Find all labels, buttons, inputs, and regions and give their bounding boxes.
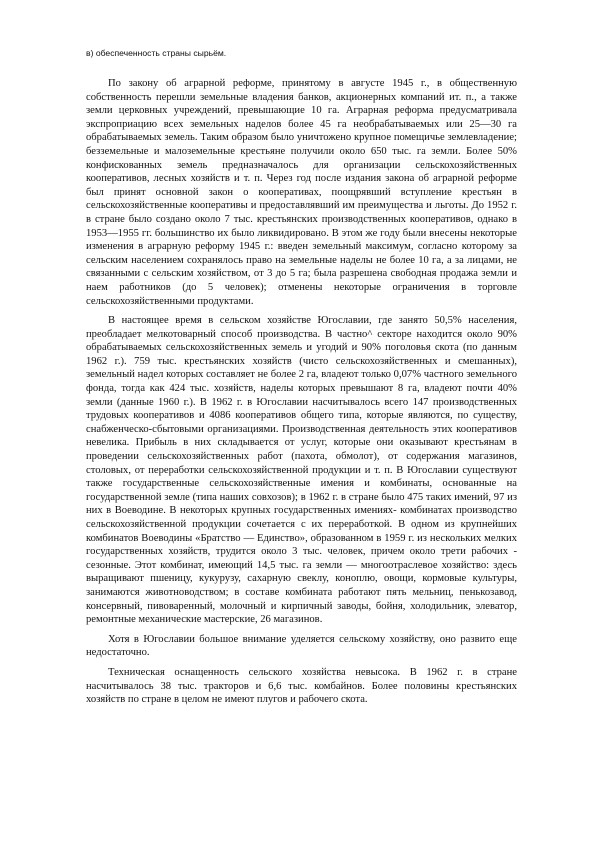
paragraph-technical-equipment: Техническая оснащенность сельского хозяйства невысока. В 1962 г. в стране насчитывалось 38 тыс. тракторов и 6,6 тыс. комбайнов. Более половины крестьянских хозяйств по стране в целом не имеют плугов и рабочего скота. xyxy=(86,666,517,706)
paragraph-underdevelopment: Хотя в Югославии большое внимание уделяется сельскому хозяйству, оно развито еще недостаточно. xyxy=(86,633,517,659)
paragraph-current-state: В настоящее время в сельском хозяйстве Югославии, где занято 50,5% населения, преобладает мелкотоварный способ производства. В частно^ секторе находится около 90% обрабатываемых сельскохозяйственных земель и угодий и 90% поголовья скота (по данным 1962 г.). 759 тыс. крестьянских хозяйств (чисто сельскохозяйственных и смешанных), земельный надел которых составляет не более 2 га, владеют только 0,07% частного земельного фонда, тогда как 424 тыс. хозяйств, наделы которых превышают 8 га, владеют почти 40% земли (данные 1960 г.). В 1962 г. в Югославии насчитывалось всего 147 производственных трудовых кооперативов и 4086 кооперативов общего типа, которые являются, по существу, снабженческо-сбытовыми организациями. Производственная деятельность этих кооперативов невелика. Прибыль в них складывается от услуг, которые они оказывают крестьянам в проведении сельскохозяйственных работ (пахота, обмолот), от содержания магазинов, столовых, от переработки сельскохозяйственной продукции и т. п. В Югославии существуют также государственные сельскохозяйственные имения и комбинаты, основанные на государственной земле (типа наших совхозов); в 1962 г. в стране было 475 таких имений, 97 из них в Воеводине. В некоторых крупных государственных имениях- комбинатах производство сельскохозяйственной продукции сочетается с их переработкой. В одном из крупнейших комбинатов Воеводины «Братство — Единство», образованном в 1959 г. из нескольких мелких государственных хозяйств, трудится около 3 тыс. человек, причем около трети рабочих - сезонные. Этот комбинат, имеющий 14,5 тыс. га земли — многоотраслевое хозяйство: здесь выращивают пшеницу, кукурузу, сахарную свеклу, коноплю, овощи, кормовые культуры, занимаются животноводством; в составе комбината работают пять мельниц, пенькозавод, консервный, пивоваренный, молочный и кирпичный заводы, бойня, холодильник, элеватор, ремонтные механические мастерские, 26 магазинов. xyxy=(86,315,517,626)
body-text xyxy=(86,77,517,713)
list-item-heading: в) обеспеченность страны сырьём. xyxy=(86,48,227,58)
paragraph-agrarian-reform: По закону об аграрной реформе, принятому в августе 1945 г., в общественную собственность перешли земельные владения банков, акционерных компаний ит. п., а также земли церковных учреждений, превышающие 10 га. Аграрная реформа предусматривала экспроприацию всех земельных наделов более 45 га необрабатываемых или 25—30 га обрабатываемых земель. Таким образом было уничтожено крупное помещичье землевладение; безземельные и малоземельные крестьяне получили около 650 тыс. га земли. Более 50% конфискованных земель предназначалось для организации сельскохозяйственных кооперативов, лесных хозяйств и т. п. Через год после издания закона об аграрной реформе был принят основной закон о кооперативах, поощрявший вступление крестьян в сельскохозяйственные кооперативы и предоставлявший им преимущества и льготы. До 1952 г. в стране было создано около 7 тыс. крестьянских производственных кооперативов, однако в 1953—1955 гг. большинство их было ликвидировано. В этом же году были внесены некоторые изменения в аграрную реформу 1945 г.: введен земельный максимум, согласно которому за сельским населением сохранялось право на земельные наделы не более 10 га, а за лицами, не связанными с сельским хозяйством, от 3 до 5 га; была разрешена свободная продажа земли и наем работников (до 5 человек); отменены некоторые ограничения в торговле сельскохозяйственными продуктами. xyxy=(86,78,517,307)
